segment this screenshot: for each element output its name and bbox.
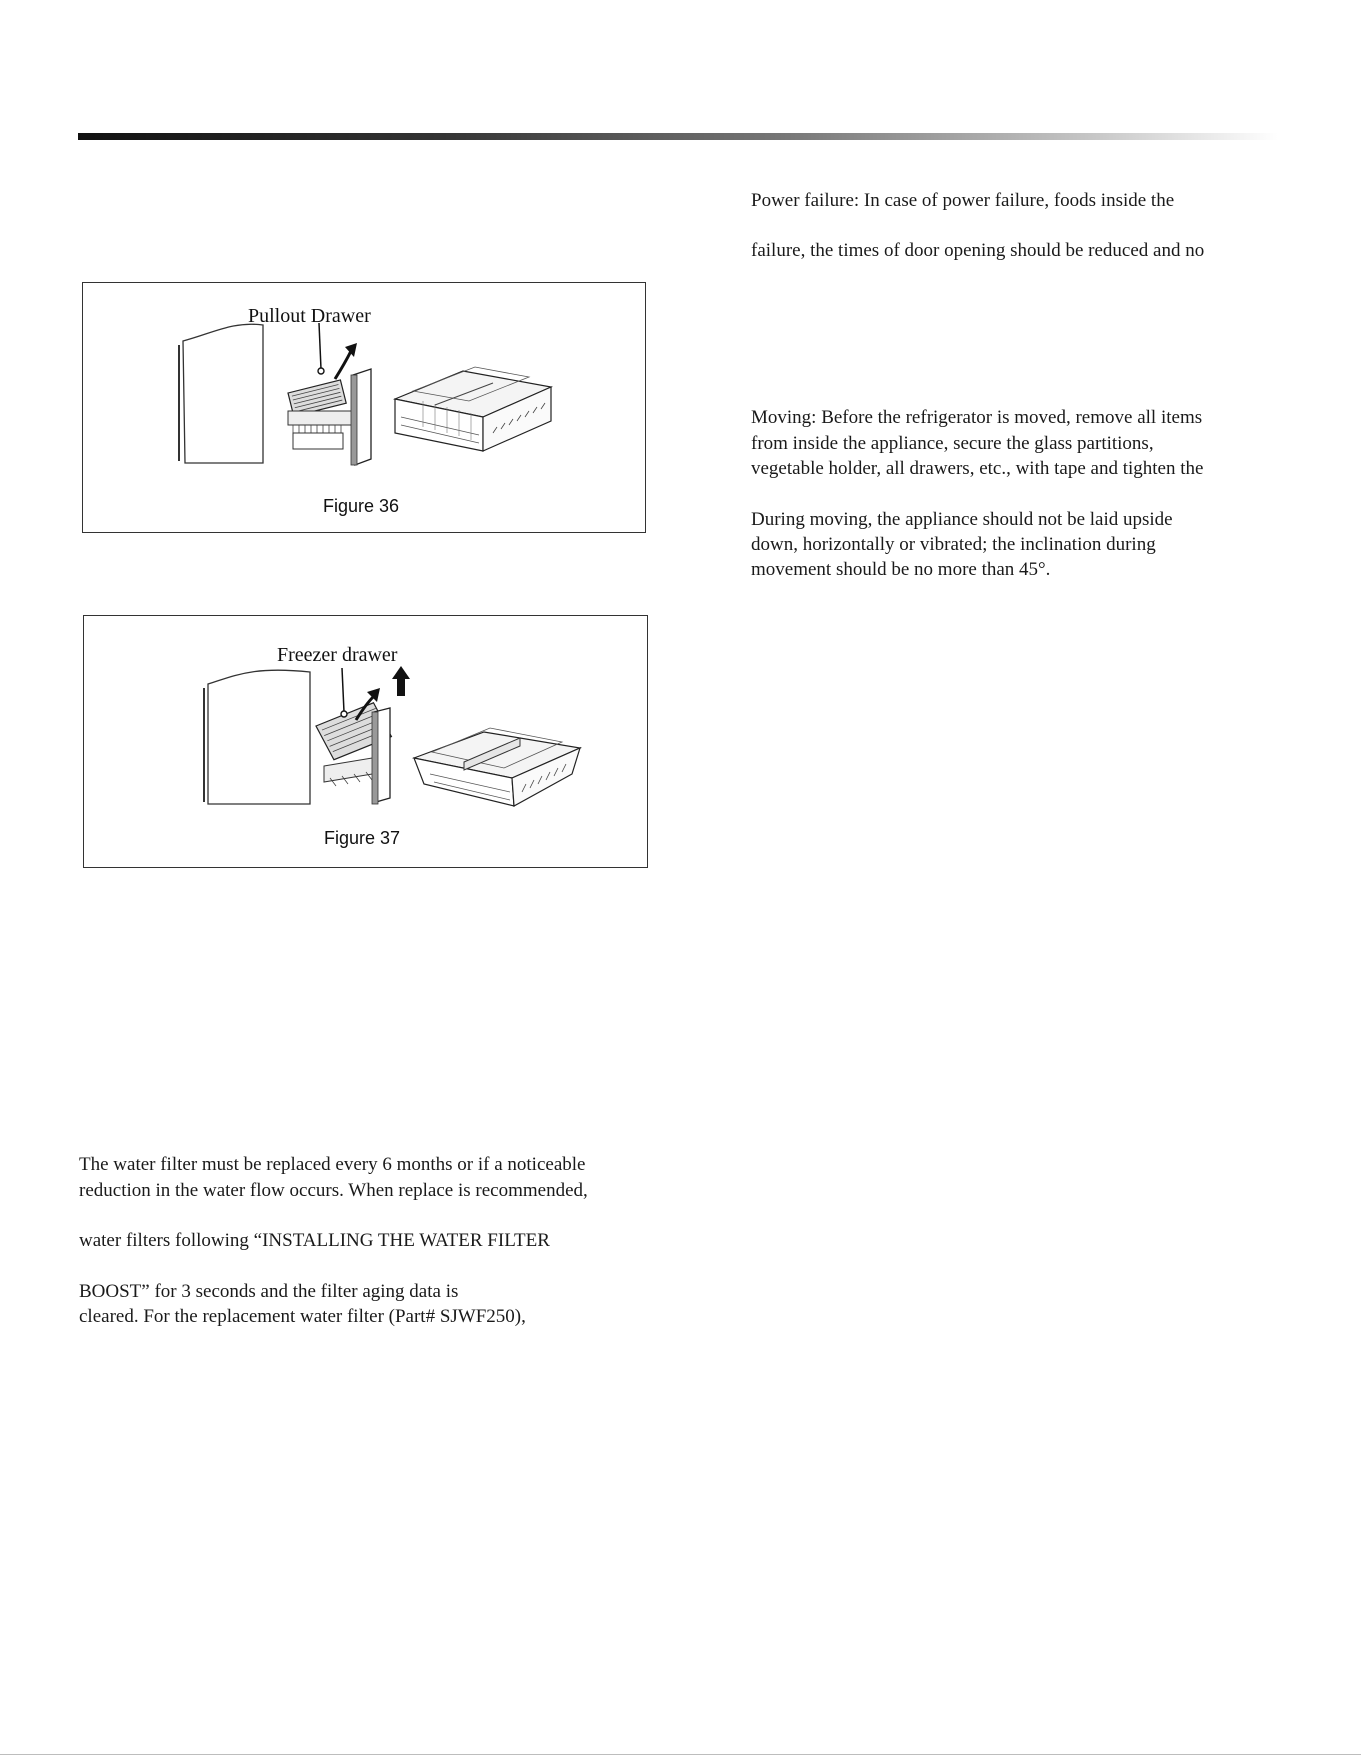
figure-36 (82, 282, 646, 533)
figure-36-caption: Figure 36 (323, 496, 400, 516)
water-filter-line-4: BOOST” for 3 seconds and the filter aging data is (79, 1281, 459, 1302)
moving-line-1: Moving: Before the refrigerator is moved, remove all items (751, 407, 1203, 428)
power-failure-line-1: Power failure: In case of power failure, foods inside the (751, 190, 1175, 211)
callout-pullout-drawer: Pullout Drawer (248, 305, 371, 327)
water-filter-line-1: The water filter must be replaced every 6 months or if a noticeable (79, 1154, 586, 1175)
moving-line-2: from inside the appliance, secure the glass partitions, (751, 433, 1154, 454)
water-filter-line-2: reduction in the water flow occurs. When replace is recommended, (79, 1180, 588, 1201)
moving-line-6: movement should be no more than 45°. (751, 559, 1051, 580)
header-rule (78, 133, 1278, 140)
moving-line-4: During moving, the appliance should not be laid upside (751, 509, 1173, 530)
moving-line-5: down, horizontally or vibrated; the inclination during (751, 534, 1156, 555)
moving-line-3: vegetable holder, all drawers, etc., with tape and tighten the (751, 458, 1204, 479)
power-failure-line-2: failure, the times of door opening should be reduced and no (751, 240, 1205, 261)
water-filter-line-3: water filters following “INSTALLING THE WATER FILTER (79, 1230, 550, 1251)
callout-freezer-drawer: Freezer drawer (277, 644, 398, 666)
water-filter-line-5: cleared. For the replacement water filter (Part# SJWF250), (79, 1306, 526, 1327)
footer-rule (0, 1754, 1361, 1755)
figure-37-caption: Figure 37 (324, 828, 401, 848)
figure-37 (83, 615, 648, 868)
